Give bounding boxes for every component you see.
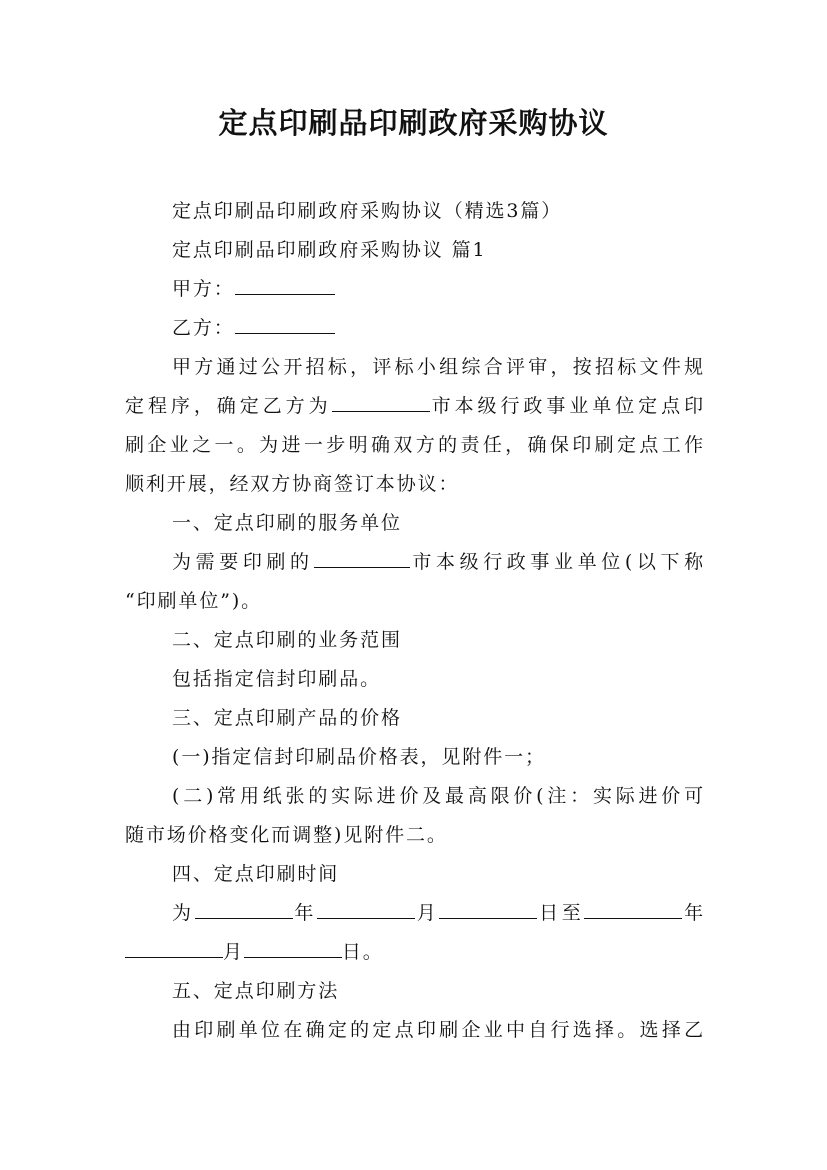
- clause-5-line-1: 由印刷单位在确定的定点印刷企业中自行选择。选择乙: [172, 1019, 705, 1041]
- intro-line-3: 刷企业之一。为进一步明确双方的责任，确保印刷定点工作: [125, 434, 705, 456]
- party-b-line: [172, 314, 705, 342]
- section-heading: 定点印刷品印刷政府采购协议 篇1: [172, 239, 487, 261]
- clause-1-line-1-start: 为需要印刷的: [172, 551, 314, 573]
- clause-3-item-1: (一)指定信封印刷品价格表，见附件一；: [172, 746, 546, 768]
- end-day-blank: [244, 939, 342, 958]
- clause-4-month-label: 月: [415, 902, 440, 924]
- intro-line-2: [125, 392, 705, 420]
- intro-line-4: 顺利开展，经双方协商签订本协议：: [125, 473, 460, 495]
- start-year-blank: [195, 900, 293, 919]
- clause-1-line-1-end: 市本级行政事业单位(以下称: [409, 551, 705, 573]
- clause-4-day-end-label: 日。: [341, 941, 384, 963]
- clause-1-line-2: “印刷单位”)。: [125, 590, 263, 612]
- clause-2-heading: 二、定点印刷的业务范围: [172, 629, 402, 651]
- start-month-blank: [317, 900, 415, 919]
- start-day-blank: [439, 900, 537, 919]
- clause-4-end-month-label: 月: [223, 941, 244, 963]
- document-title: 定点印刷品印刷政府采购协议: [218, 106, 609, 140]
- document-subtitle: 定点印刷品印刷政府采购协议（精选3篇）: [172, 200, 563, 222]
- clause-3-item-2-line-1: (二)常用纸张的实际进价及最高限价(注：实际进价可: [172, 785, 705, 807]
- supplier-name-blank: [332, 393, 430, 412]
- clause-3-item-2-line-2: 随市场价格变化而调整)见附件二。: [125, 824, 448, 846]
- clause-4-heading: 四、定点印刷时间: [172, 863, 340, 885]
- clause-4-day-to-label: 日至: [537, 902, 585, 924]
- end-year-blank: [584, 900, 682, 919]
- intro-line-2-start: 定程序，确定乙方为: [125, 395, 332, 417]
- clause-1-heading: 一、定点印刷的服务单位: [172, 512, 402, 534]
- intro-line-1: 甲方通过公开招标，评标小组综合评审，按招标文件规: [172, 356, 705, 378]
- party-a-line: [172, 275, 705, 303]
- clause-4-date-line-1: [172, 899, 705, 927]
- clause-4-prefix: 为: [172, 902, 195, 924]
- party-a-blank: [235, 276, 335, 295]
- clause-3-heading: 三、定点印刷产品的价格: [172, 707, 402, 729]
- clause-4-end-year-label: 年: [682, 902, 705, 924]
- clause-2-body: 包括指定信封印刷品。: [172, 668, 382, 690]
- clause-5-heading: 五、定点印刷方法: [172, 980, 340, 1002]
- clause-4-year-label: 年: [292, 902, 317, 924]
- end-month-blank: [125, 939, 223, 958]
- clause-4-date-line-2: [125, 938, 705, 966]
- intro-line-2-end: 市本级行政事业单位定点印: [429, 395, 705, 417]
- party-b-blank: [235, 315, 335, 334]
- party-b-label: 乙方：: [172, 317, 235, 339]
- party-a-label: 甲方：: [172, 278, 235, 300]
- clause-1-line-1: [172, 548, 705, 576]
- city-blank: [314, 549, 410, 568]
